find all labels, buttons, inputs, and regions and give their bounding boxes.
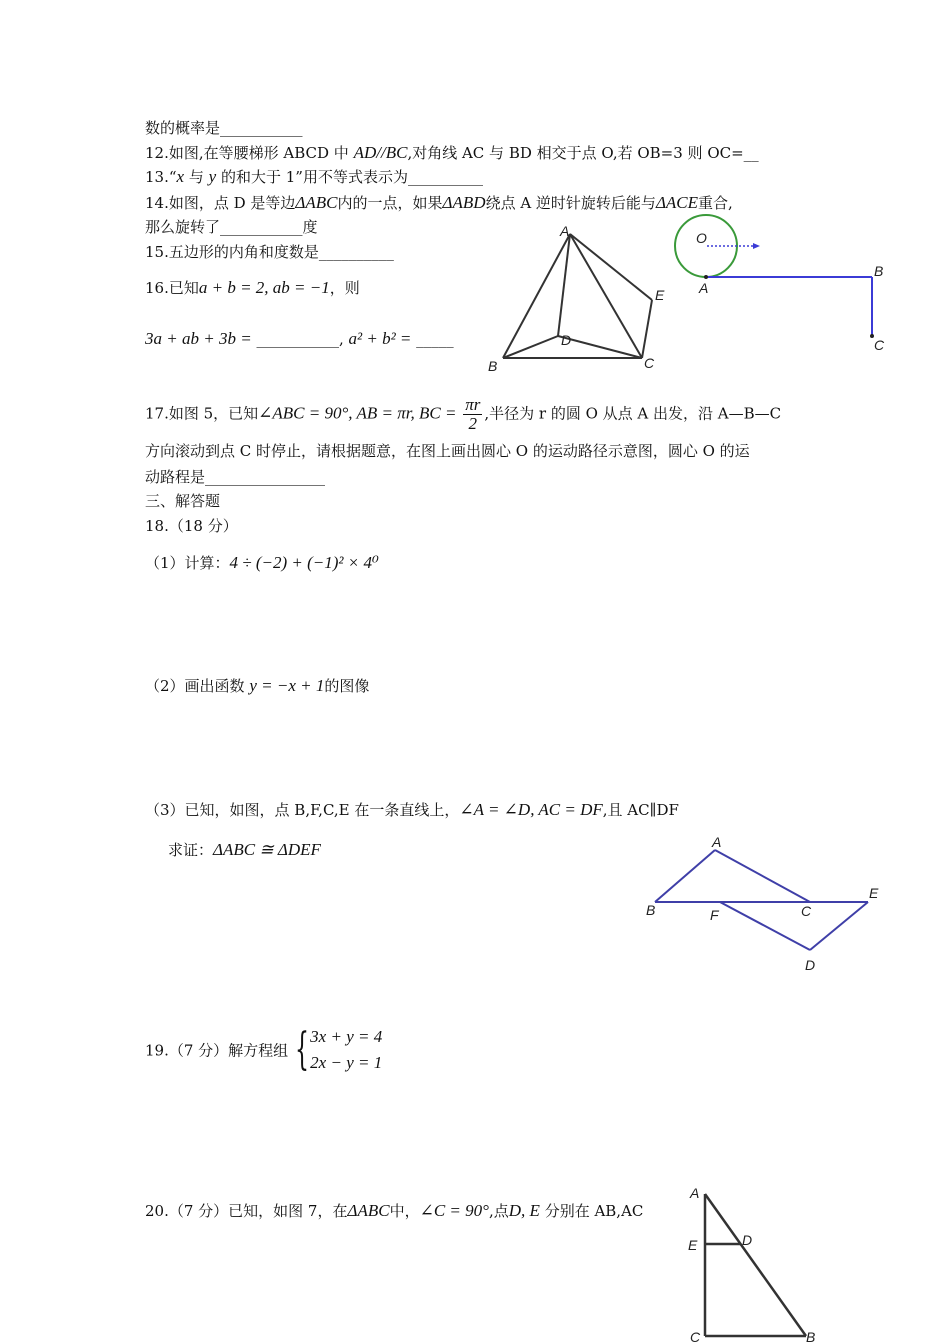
question-20: 20.（7 分）已知，如图 7，在ΔABC中，∠C = 90°,点D, E 分别在 AB,AC: [145, 1201, 644, 1220]
question-15: 15.五边形的内角和度数是__________: [145, 243, 394, 261]
figure-q18-congruent-triangles: [640, 832, 890, 982]
label-C: C: [874, 337, 885, 353]
label-A: A: [699, 280, 709, 296]
question-17-line2: 方向滚动到点 C 时停止，请根据题意，在图上画出圆心 O 的运动路径示意图，圆心 O 的运: [145, 442, 750, 460]
label-C: C: [644, 355, 655, 371]
proof-statement: 求证：ΔABC ≅ ΔDEF: [168, 840, 321, 859]
question-12: 12.如图,在等腰梯形 ABCD 中 AD//BC,对角线 AC 与 BD 相交于点 O,若 OB=3 则 OC=__: [145, 143, 759, 162]
question-17-line3: 动路程是________________: [145, 468, 326, 486]
label-D: D: [742, 1232, 753, 1248]
label-D: D: [561, 332, 572, 348]
equation-system: 3x + y = 4 2x − y = 1: [310, 1027, 383, 1072]
label-A: A: [712, 834, 722, 850]
label-B: B: [646, 902, 656, 918]
figure-q14-triangle: [480, 222, 680, 377]
question-18-heading: 18.（18 分）: [145, 517, 238, 535]
question-18-part1: （1）计算：4 ÷ (−2) + (−1)² × 4⁰: [145, 553, 379, 572]
label-A: A: [690, 1185, 700, 1201]
label-E: E: [869, 885, 879, 901]
previous-question-tail: 数的概率是___________: [145, 119, 303, 137]
figure-q17-rolling-circle: [665, 210, 895, 360]
label-B: B: [874, 263, 884, 279]
fraction-pi-r-over-2: $\frac{\pi r}{2}$: [465, 395, 481, 433]
question-18-part2: （2）画出函数 y = −x + 1的图像: [145, 676, 370, 695]
question-14: 14.如图，点 D 是等边ΔABC内的一点，如果ΔABD绕点 A 逆时针旋转后能与ΔACE重合,: [145, 193, 733, 212]
label-C: C: [801, 903, 812, 919]
label-D: D: [805, 957, 816, 973]
section-heading: 三、解答题: [145, 492, 221, 510]
label-F: F: [710, 907, 719, 923]
label-A: A: [560, 223, 570, 239]
label-E: E: [688, 1237, 698, 1253]
question-16: 16.已知a + b = 2, ab = −1，则: [145, 278, 360, 297]
question-13: 13.“x 与 y 的和大于 1”用不等式表示为__________: [145, 167, 483, 186]
question-19: 19.（7 分）解方程组 { 3x + y = 4 2x − y = 1: [145, 1024, 383, 1075]
label-C: C: [690, 1329, 701, 1344]
label-B: B: [488, 358, 498, 374]
label-E: E: [655, 287, 665, 303]
figure-q20-right-triangle: [680, 1182, 830, 1344]
question-18-part3: （3）已知，如图，点 B,F,C,E 在一条直线上，∠A = ∠D, AC = DF,且 AC∥DF: [145, 800, 679, 819]
label-O: O: [696, 230, 707, 246]
question-14-line2: 那么旋转了___________度: [145, 218, 318, 236]
question-16-expressions: 3a + ab + 3b = ___________, a² + b² = _____: [145, 329, 454, 348]
question-17: 17.如图 5，已知∠ABC = 90°, AB = πr, BC = $\frac{\pi r}{2}$ ,半径为 r 的圆 O 从点 A 出发，沿 A—B—C: [145, 395, 782, 433]
system-brace: {: [295, 1024, 310, 1075]
label-B: B: [806, 1329, 816, 1344]
